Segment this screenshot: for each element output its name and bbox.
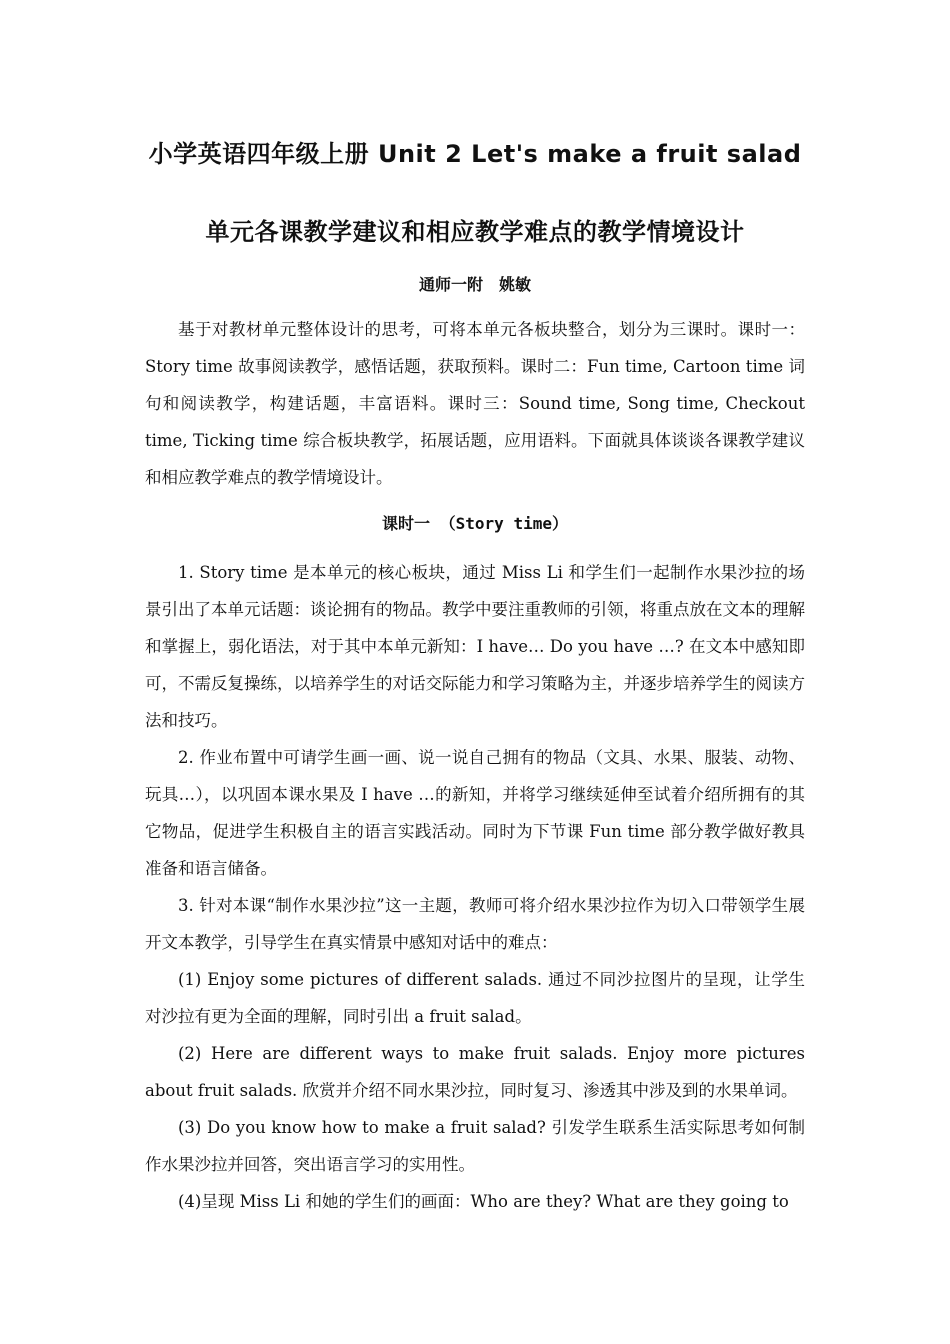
paragraph-3: 3. 针对本课“制作水果沙拉”这一主题，教师可将介绍水果沙拉作为切入口带领学生展开文本教学，引导学生在真实情景中感知对话中的难点： — [145, 896, 805, 952]
paragraph-3-item-1: (1) Enjoy some pictures of different salads. 通过不同沙拉图片的呈现，让学生对沙拉有更为全面的理解，同时引出 a fruit salad。 — [145, 970, 805, 1026]
paragraph-1: 1. Story time 是本单元的核心板块，通过 Miss Li 和学生们一起制作水果沙拉的场景引出了本单元话题：谈论拥有的物品。教学中要注重教师的引领，将重点放在文本的理解和掌握上，弱化语法，对于其中本单元新知：I have… Do you have …? 在文本中感知即可，不需反复操练，以培养学生的对话交际能力和学习策略为主，并逐步培养学生的阅读方法和技巧。 — [145, 563, 805, 730]
lesson1-heading: 课时一 （Story time） — [382, 514, 568, 533]
paragraph-3-item-4: (4)呈现 Miss Li 和她的学生们的画面：Who are they? What are they going to — [178, 1192, 789, 1211]
lesson1-body — [145, 554, 805, 1220]
paragraph-3-item-3: (3) Do you know how to make a fruit salad? 引发学生联系生活实际思考如何制作水果沙拉并回答，突出语言学习的实用性。 — [145, 1118, 805, 1174]
paragraph-3-item-2: (2) Here are different ways to make fruit salads. Enjoy more pictures about fruit salads. 欣赏并介绍不同水果沙拉，同时复习、渗透其中涉及到的水果单词。 — [145, 1044, 805, 1100]
document-title-line1: 小学英语四年级上册 Unit 2 Let's make a fruit salad — [148, 140, 802, 168]
intro-section — [145, 311, 805, 496]
author-line: 通师一附 姚敏 — [418, 275, 531, 294]
document-title-line2: 单元各课教学建议和相应教学难点的教学情境设计 — [205, 218, 745, 246]
paragraph-2: 2. 作业布置中可请学生画一画、说一说自己拥有的物品（文具、水果、服装、动物、玩具…），以巩固本课水果及 I have …的新知，并将学习继续延伸至试着介绍所拥有的其它物品，促进学生积极自主的语言实践活动。同时为下节课 Fun time 部分教学做好教具准备和语言储备。 — [145, 748, 805, 878]
intro-paragraph: 基于对教材单元整体设计的思考，可将本单元各板块整合，划分为三课时。课时一：Story time 故事阅读教学，感悟话题，获取预料。课时二：Fun time, Cartoon time 词句和阅读教学，构建话题，丰富语料。课时三：Sound time, Song time, Checkout time, Ticking time 综合板块教学，拓展话题，应用语料。下面就具体谈谈各课教学建议和相应教学难点的教学情境设计。 — [145, 320, 805, 487]
